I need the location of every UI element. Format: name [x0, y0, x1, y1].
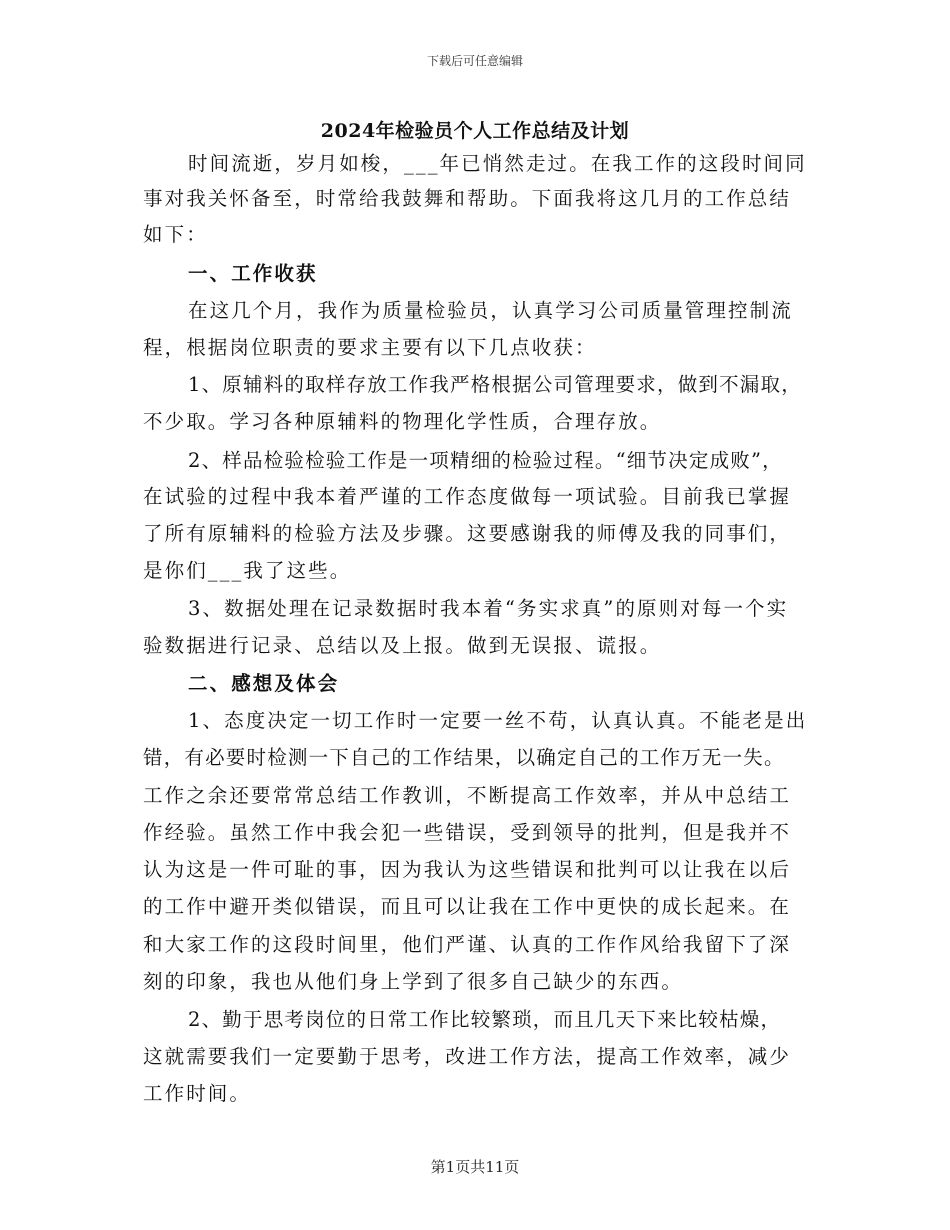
paragraph-line: 时间流逝，岁月如梭，___年已悄然走过。在我工作的这段时间同 [188, 152, 807, 175]
paragraph-line: 事对我关怀备至，时常给我鼓舞和帮助。下面我将这几月的工作总结 [143, 187, 792, 210]
page-number: 第1页共11页 [430, 1158, 520, 1176]
paragraph-line: 的工作中避开类似错误，而且可以让我在工作中更快的成长起来。在 [143, 895, 792, 918]
section-heading: 一、工作收获 [188, 262, 318, 285]
paragraph-line: 工作时间。 [143, 1082, 252, 1105]
section-heading: 二、感想及体会 [188, 672, 340, 695]
paragraph-line: 刻的印象，我也从他们身上学到了很多自己缺少的东西。 [143, 970, 684, 993]
paragraph-line: 如下： [143, 223, 208, 246]
paragraph-line: 作经验。虽然工作中我会犯一些错误，受到领导的批判，但是我并不 [143, 821, 792, 844]
paragraph-line: 1、原辅料的取样存放工作我严格根据公司管理要求，做到不漏取， [188, 373, 802, 396]
paragraph-line: 错，有必要时检测一下自己的工作结果，以确定自己的工作万无一失。 [143, 746, 785, 769]
paragraph-line: 不少取。学习各种原辅料的物理化学性质，合理存放。 [143, 410, 662, 433]
paragraph-line: 这就需要我们一定要勤于思考，改进工作方法，提高工作效率，减少 [143, 1045, 792, 1068]
paragraph-line: 了所有原辅料的检验方法及步骤。这要感谢我的师傅及我的同事们， [143, 522, 792, 545]
paragraph-line: 认为这是一件可耻的事，因为我认为这些错误和批判可以让我在以后 [143, 858, 792, 881]
paragraph-line: 程，根据岗位职责的要求主要有以下几点收获： [143, 336, 597, 359]
header-note: 下载后可任意编辑 [426, 54, 523, 68]
paragraph-line: 工作之余还要常常总结工作教训，不断提高工作效率，并从中总结工 [143, 784, 792, 807]
paragraph-line: 和大家工作的这段时间里，他们严谨、认真的工作作风给我留下了深 [143, 933, 792, 956]
paragraph-line: 验数据进行记录、总结以及上报。做到无误报、谎报。 [143, 634, 662, 657]
paragraph-line: 在这几个月，我作为质量检验员，认真学习公司质量管理控制流 [188, 299, 793, 322]
paragraph-line: 2、样品检验检验工作是一项精细的检验过程。“细节决定成败”， [188, 449, 783, 472]
paragraph-line: 是你们___我了这些。 [143, 559, 352, 582]
paragraph-line: 3、数据处理在记录数据时我本着“务实求真”的原则对每一个实 [188, 597, 789, 620]
paragraph-line: 1、态度决定一切工作时一定要一丝不苟，认真认真。不能老是出 [188, 709, 808, 732]
paragraph-line: 在试验的过程中我本着严谨的工作态度做每一项试验。目前我已掌握 [143, 485, 792, 508]
document-title: 2024年检验员个人工作总结及计划 [320, 120, 630, 142]
paragraph-line: 2、勤于思考岗位的日常工作比较繁琐，而且几天下来比较枯燥， [188, 1008, 782, 1031]
